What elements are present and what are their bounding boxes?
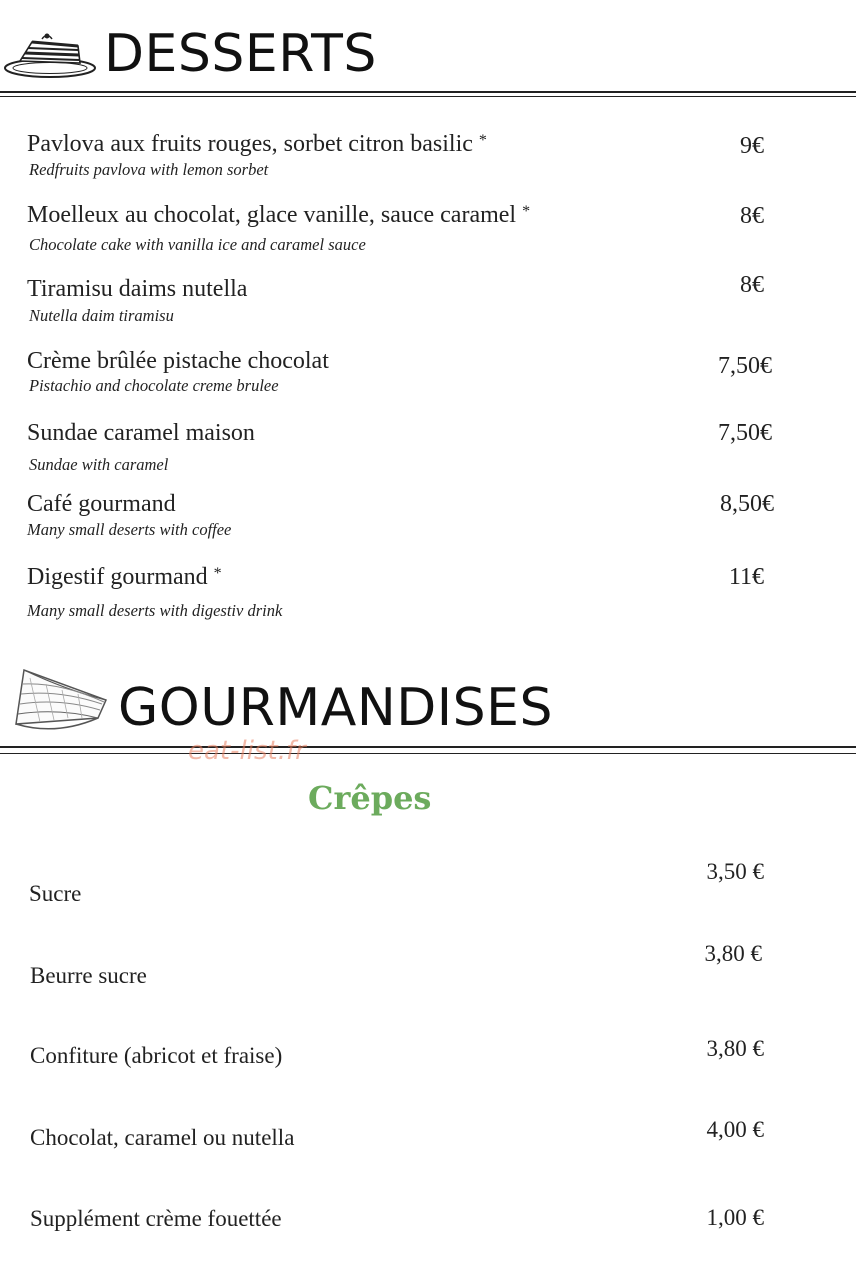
- crepe-price: 1,00 €: [706, 1205, 764, 1230]
- dessert-description: Chocolate cake with vanilla ice and caramel sauce: [29, 235, 366, 254]
- gourmandises-divider-top: [0, 746, 856, 748]
- dessert-price: 8,50€: [720, 491, 774, 517]
- crepe-name: Sucre: [29, 881, 82, 906]
- crepe-name: Confiture (abricot et fraise): [30, 1043, 283, 1068]
- dessert-name: Digestif gourmand *: [27, 564, 222, 590]
- crepe-price: 3,50 €: [706, 859, 764, 884]
- gourmandises-title: GOURMANDISES: [118, 678, 553, 738]
- dessert-description: Sundae with caramel: [29, 455, 169, 474]
- dessert-name: Crème brûlée pistache chocolat: [27, 348, 329, 374]
- dessert-description: Many small deserts with digestiv drink: [27, 601, 283, 620]
- crepe-list: [0, 840, 856, 1260]
- gourmandises-divider-bottom: [0, 753, 856, 754]
- dessert-name: Moelleux au chocolat, glace vanille, sauce caramel *: [27, 202, 531, 228]
- dessert-description: Many small deserts with coffee: [27, 520, 232, 539]
- dessert-price: 9€: [740, 133, 764, 159]
- dessert-name: Café gourmand: [27, 491, 176, 517]
- crepe-icon: [10, 664, 114, 740]
- dessert-name: Sundae caramel maison: [27, 420, 255, 446]
- crepe-name: Supplément crème fouettée: [30, 1206, 282, 1231]
- dessert-name: Pavlova aux fruits rouges, sorbet citron basilic *: [27, 131, 487, 157]
- watermark: eat-list.fr: [188, 736, 306, 766]
- crepe-name: Chocolat, caramel ou nutella: [30, 1125, 295, 1150]
- desserts-title: DESSERTS: [104, 24, 377, 84]
- dessert-price: 8€: [740, 203, 764, 229]
- dessert-price: 8€: [740, 272, 764, 298]
- dessert-price: 11€: [728, 564, 764, 590]
- dessert-name: Tiramisu daims nutella: [27, 276, 248, 302]
- dessert-description: Redfruits pavlova with lemon sorbet: [29, 160, 269, 179]
- crepe-price: 4,00 €: [706, 1117, 764, 1142]
- crepe-price: 3,80 €: [706, 1036, 764, 1061]
- dessert-price: 7,50€: [718, 353, 772, 379]
- crepe-name: Beurre sucre: [30, 963, 147, 988]
- dessert-description: Nutella daim tiramisu: [29, 306, 174, 325]
- crepes-title: Crêpes: [308, 779, 432, 817]
- dessert-description: Pistachio and chocolate creme brulee: [29, 376, 279, 395]
- crepe-price: 3,80 €: [704, 941, 762, 966]
- dessert-price: 7,50€: [718, 420, 772, 446]
